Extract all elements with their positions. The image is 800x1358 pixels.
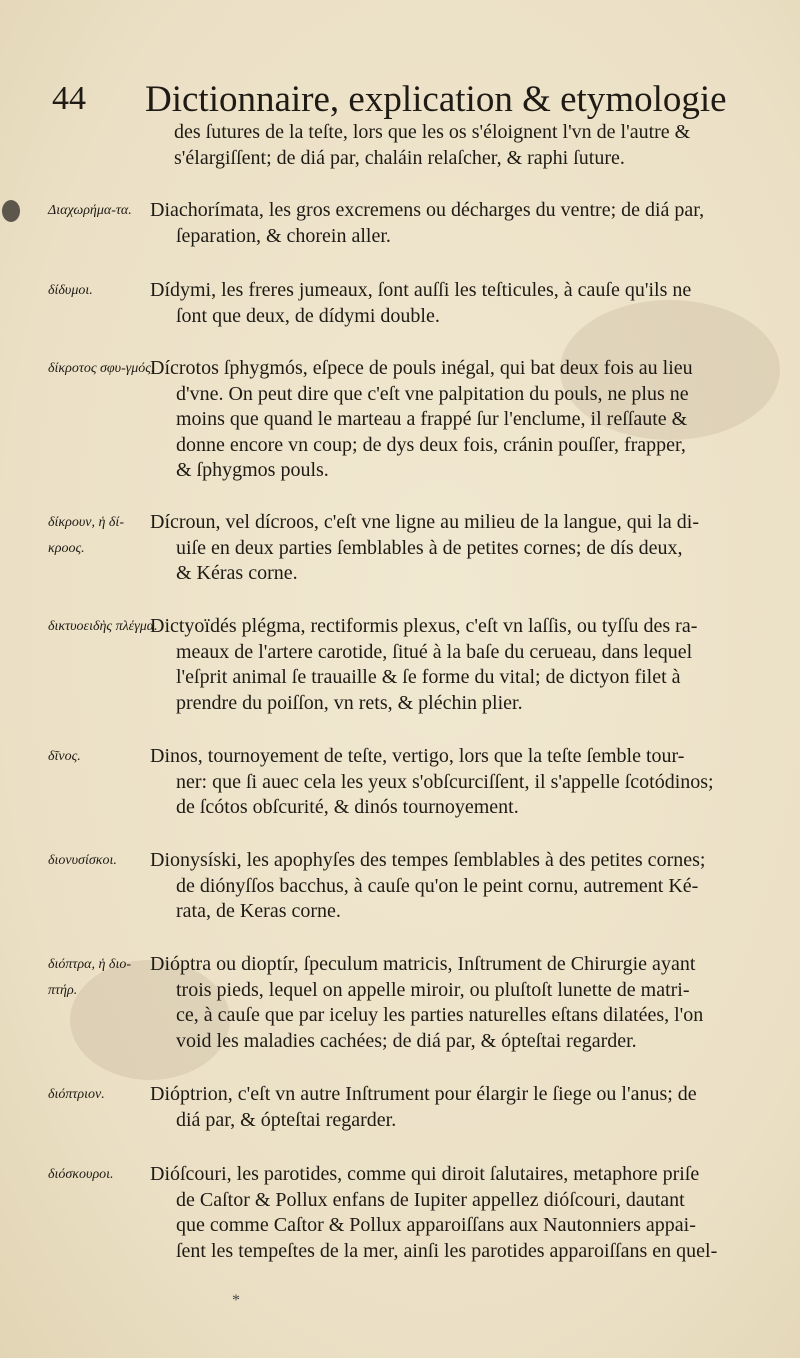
text-line: & ſphygmos pouls.	[176, 459, 329, 481]
entry-text	[150, 744, 762, 821]
greek-headword: δίδυμοι.	[48, 283, 93, 298]
text-line: de diónyſſos bacchus, à cauſe qu'on le peint cornu, autrement Ké-	[176, 874, 699, 897]
text-line: Dióptra ou dioptír, ſpeculum matricis, Inſtrument de Chirurgie ayant	[150, 953, 696, 975]
intro-text	[174, 120, 774, 171]
text-line: Dídymi, les freres jumeaux, ſont auſſi les teſticules, à cauſe qu'ils ne	[150, 279, 692, 301]
text-line: rata, de Keras corne.	[176, 900, 341, 922]
text-line: uiſe en deux parties ſemblables à de petites cornes; de dís deux,	[176, 536, 683, 559]
text-line: Dionysíski, les apophyſes des tempes ſemblables à des petites cornes;	[150, 849, 706, 871]
entry-text	[150, 1162, 762, 1264]
signature-mark: *	[232, 1292, 240, 1309]
entry-text	[150, 278, 762, 329]
text-line: des ſutures de la teſte, lors que les os s'éloignent l'vn de l'autre &	[174, 121, 691, 143]
text-line: Dícrotos ſphygmós, eſpece de pouls inégal, qui bat deux fois au lieu	[150, 357, 693, 379]
text-line: ner: que ſi auec cela les yeux s'obſcurciſſent, il s'appelle ſcotódinos;	[176, 770, 714, 793]
greek-headword: διόπτριον.	[48, 1087, 105, 1102]
text-line: l'eſprit animal ſe trauaille & ſe forme du vital; de dictyon filet à	[176, 666, 681, 688]
text-line: Dinos, tournoyement de teſte, vertigo, lors que la teſte ſemble tour-	[150, 745, 685, 767]
text-line: prendre du poiſſon, vn rets, & pléchin plier.	[176, 691, 523, 714]
entry-text	[150, 356, 762, 484]
text-line: moins que quand le marteau a frappé ſur l'enclume, il reſſaute &	[176, 408, 688, 430]
greek-headword: δῖνος.	[48, 749, 81, 764]
text-line: diá par, & ópteſtai regarder.	[176, 1108, 397, 1131]
greek-headword: διόπτρα, ἡ διο-πτήρ.	[48, 957, 131, 998]
entry-text	[150, 952, 762, 1054]
page-number: 44	[52, 80, 86, 117]
entry-text	[150, 848, 762, 925]
entry-text	[150, 614, 762, 716]
running-title: Dictionnaire, explication & etymologie	[145, 79, 727, 120]
text-line: Dióſcouri, les parotides, comme qui diroit ſalutaires, metaphore priſe	[150, 1163, 700, 1185]
ink-blot	[2, 200, 20, 222]
text-line: trois pieds, lequel on appelle miroir, ou pluſtoſt lunette de matri-	[176, 978, 690, 1001]
greek-headword: διόσκουροι.	[48, 1167, 114, 1182]
entry-text	[150, 198, 762, 249]
text-line: meaux de l'artere carotide, ſitué à la baſe du cerueau, dans lequel	[176, 640, 693, 663]
text-line: donne encore vn coup; de dys deux fois, cránin pouſſer, frapper,	[176, 433, 686, 456]
text-line: Dictyoïdés plégma, rectiformis plexus, c'eſt vn laſſis, ou tyſſu des ra-	[150, 615, 698, 637]
greek-headword: δικτυοειδὴς πλέγμα.	[48, 619, 158, 634]
text-line: de ſcótos obſcurité, & dinós tournoyement.	[176, 796, 519, 818]
text-line: Dícroun, vel dícroos, c'eſt vne ligne au milieu de la langue, qui la di-	[150, 511, 699, 533]
text-line: ce, à cauſe que par iceluy les parties naturelles eſtans dilatées, l'on	[176, 1004, 704, 1026]
greek-headword: διονυσίσκοι.	[48, 853, 117, 868]
text-line: ſent les tempeſtes de la mer, ainſi les parotides apparoiſſans en quel-	[176, 1239, 718, 1262]
text-line: ſont que deux, de dídymi double.	[176, 304, 440, 327]
text-line: ſeparation, & chorein aller.	[176, 224, 391, 247]
text-line: Dióptrion, c'eſt vn autre Inſtrument pour élargir le ſiege ou l'anus; de	[150, 1083, 697, 1105]
text-line: s'élargiſſent; de diá par, chaláin relaſcher, & raphi ſuture.	[174, 146, 625, 169]
text-line: d'vne. On peut dire que c'eſt vne palpitation du pouls, ne plus ne	[176, 382, 689, 405]
entry-text	[150, 1082, 762, 1133]
text-line: de Caſtor & Pollux enfans de Iupiter appellez dióſcouri, dautant	[176, 1188, 685, 1211]
text-line: & Kéras corne.	[176, 562, 298, 584]
greek-headword: δίκρουν, ἡ δί-κροος.	[48, 515, 124, 556]
greek-headword: Διαχωρήμα-τα.	[48, 203, 132, 218]
text-line: void les maladies cachées; de diá par, & ópteſtai regarder.	[176, 1029, 637, 1052]
greek-headword: δίκροτος σφυ-γμός.	[48, 361, 155, 376]
text-line: Diachorímata, les gros excremens ou décharges du ventre; de diá par,	[150, 199, 705, 221]
text-line: que comme Caſtor & Pollux apparoiſſans aux Nautonniers appai-	[176, 1214, 696, 1236]
entry-text	[150, 510, 762, 587]
